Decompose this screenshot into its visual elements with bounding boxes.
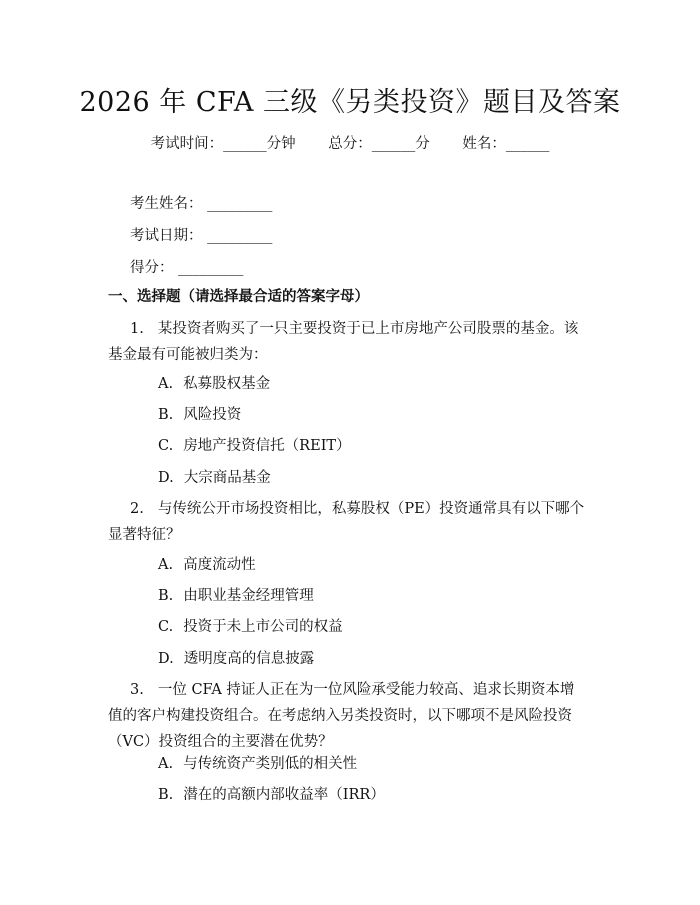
q1-option-b bbox=[158, 403, 241, 424]
option-text: 由职业基金经理管理 bbox=[183, 588, 314, 604]
question-text: 一位 CFA 持证人正在为一位风险承受能力较高、追求长期资本增值的客户构建投资组合。在考虑纳入另类投资时，以下哪项不是风险投资（VC）投资组合的主要潜在优势？ bbox=[108, 682, 575, 750]
option-letter: C. bbox=[158, 438, 174, 454]
q2-option-b bbox=[158, 584, 314, 605]
option-text: 风险投资 bbox=[183, 407, 242, 423]
option-text: 投资于未上市公司的权益 bbox=[183, 619, 343, 635]
option-letter: D. bbox=[158, 470, 174, 486]
exam-meta-line bbox=[0, 132, 700, 153]
name-field: 姓名：______ bbox=[462, 136, 550, 152]
question-text: 与传统公开市场投资相比，私募股权（PE）投资通常具有以下哪个显著特征？ bbox=[108, 501, 585, 543]
exam-date-line: 考试日期： _________ bbox=[130, 228, 273, 244]
q2-option-d bbox=[158, 647, 314, 668]
question-number: 2. bbox=[130, 501, 144, 517]
option-letter: A. bbox=[158, 376, 174, 392]
q1-option-d bbox=[158, 466, 271, 487]
option-letter: A. bbox=[158, 756, 174, 772]
score-line: 得分： _________ bbox=[130, 260, 244, 276]
document-title: 2026 年 CFA 三级《另类投资》题目及答案 bbox=[79, 87, 621, 118]
section-title-choice: 一、选择题（请选择最合适的答案字母） bbox=[108, 289, 369, 305]
option-text: 大宗商品基金 bbox=[183, 470, 271, 486]
question-number: 1. bbox=[130, 321, 144, 337]
question-3 bbox=[108, 677, 588, 755]
option-text: 私募股权基金 bbox=[183, 376, 271, 392]
q3-option-a bbox=[158, 752, 357, 773]
q2-option-a bbox=[158, 553, 256, 574]
question-text: 某投资者购买了一只主要投资于已上市房地产公司股票的基金。该基金最有可能被归类为： bbox=[108, 321, 579, 363]
question-1 bbox=[108, 316, 588, 368]
q2-option-c bbox=[158, 615, 343, 636]
option-letter: C. bbox=[158, 619, 174, 635]
option-text: 与传统资产类别低的相关性 bbox=[183, 756, 358, 772]
option-text: 透明度高的信息披露 bbox=[183, 651, 315, 667]
option-letter: D. bbox=[158, 651, 174, 667]
option-text: 潜在的高额内部收益率（IRR） bbox=[183, 787, 385, 803]
option-text: 房地产投资信托（REIT） bbox=[183, 438, 351, 454]
q1-option-a bbox=[158, 372, 270, 393]
total-score-field: 总分：______分 bbox=[328, 136, 430, 152]
exam-time-field: 考试时间：______分钟 bbox=[150, 136, 296, 152]
option-letter: A. bbox=[158, 557, 174, 573]
question-2 bbox=[108, 496, 588, 548]
option-letter: B. bbox=[158, 588, 174, 604]
question-number: 3. bbox=[130, 682, 144, 698]
student-name-line: 考生姓名： _________ bbox=[130, 196, 273, 212]
q3-option-b bbox=[158, 783, 385, 804]
option-letter: B. bbox=[158, 787, 174, 803]
q1-option-c bbox=[158, 434, 351, 455]
option-letter: B. bbox=[158, 407, 174, 423]
option-text: 高度流动性 bbox=[183, 557, 256, 573]
